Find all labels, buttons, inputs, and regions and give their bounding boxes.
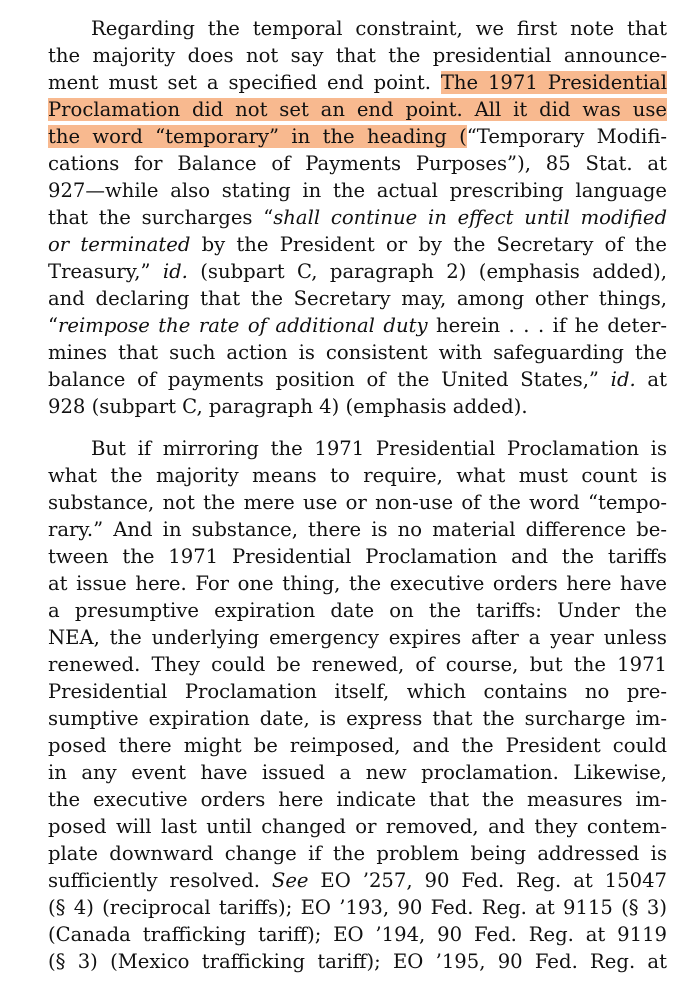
text-run: at [635,368,667,391]
text-run: Regarding the temporal constraint, we first note that [91,17,667,40]
text-run: sufficiently resolved. [48,869,272,892]
text-line [48,285,667,312]
text-line [48,462,667,489]
text-line [48,177,667,204]
text-line [48,516,667,543]
text-run: (§ 3) (Mexico trafficking tariff); EO ’195, 90 Fed. Reg. at [48,950,667,973]
text-run: substance, not the mere use or non-use of the word “tempo- [48,491,667,514]
text-line [48,732,667,759]
text-run: at issue here. For one thing, the executive orders here have [48,572,667,595]
text-run: a presumptive expiration date on the tariffs: Under the [48,599,667,622]
text-line [48,624,667,651]
text-line [48,597,667,624]
text-line [48,840,667,867]
text-run: renewed. They could be renewed, of course, but the 1971 [48,653,667,676]
text-line [48,651,667,678]
text-run: Treasury,” [48,260,163,283]
text-line [48,393,667,420]
text-line [48,339,667,366]
highlighted-text: Proclamation did not set an end point. All it did was use [48,98,667,121]
italic-text: id. [610,368,636,391]
text-run: NEA, the underlying emergency expires after a year unless [48,626,667,649]
highlighted-text: The 1971 Presidential [440,71,668,94]
text-line [48,489,667,516]
text-run: ment must set a specified end point. [48,71,441,94]
text-run: “Temporary Modifi- [466,125,668,148]
text-run: sumptive expiration date, is express that the surcharge im- [48,707,667,730]
text-run: mines that such action is consistent with safeguarding the [48,341,667,364]
italic-text: reimpose the rate of additional duty [58,314,428,337]
text-line [48,366,667,393]
italic-text: or terminated [48,233,191,256]
text-line [48,813,667,840]
text-run: “ [48,314,59,337]
text-run: balance of payments position of the United States,” [48,368,611,391]
text-run: that the surcharges “ [48,206,274,229]
text-line [48,570,667,597]
text-run: posed will last until changed or removed, and they contem- [48,815,667,838]
text-line [48,231,667,258]
text-line [48,867,667,894]
text-line [48,150,667,177]
text-run: EO ’257, 90 Fed. Reg. at 15047 [308,869,667,892]
italic-text: id. [162,260,188,283]
text-run: by the President or by the Secretary of the [190,233,667,256]
text-line [48,705,667,732]
text-run: the majority does not say that the presidential announce- [48,44,667,67]
text-line [48,96,667,123]
highlighted-text: the word “temporary” in the heading ( [48,125,467,148]
text-run: in any event have issued a new proclamation. Likewise, [48,761,667,784]
italic-text: See [271,869,309,892]
text-line [48,258,667,285]
text-run: tween the 1971 Presidential Proclamation and the tariffs [48,545,667,568]
text-run: herein . . . if he deter- [427,314,667,337]
text-run: plate downward change if the problem being addressed is [48,842,667,865]
text-run: rary.” And in substance, there is no material difference be- [48,518,667,541]
text-run: what the majority means to require, what must count is [48,464,667,487]
text-line [48,42,667,69]
text-run: (subpart C, paragraph 2) (emphasis added), [187,260,668,283]
text-run: Presidential Proclamation itself, which contains no pre- [48,680,667,703]
text-run: (Canada trafficking tariff); EO ’194, 90 Fed. Reg. at 9119 [48,923,667,946]
text-line [48,678,667,705]
text-line [48,948,667,975]
text-line [48,786,667,813]
text-run: and declaring that the Secretary may, among other things, [48,287,667,310]
text-line [48,921,667,948]
italic-text: shall continue in effect until modified [273,206,667,229]
text-line [48,123,667,150]
text-line [48,312,667,339]
text-run: cations for Balance of Payments Purposes”), 85 Stat. at [48,152,667,175]
text-run: But if mirroring the 1971 Presidential Proclamation is [91,437,667,460]
text-line [91,435,667,462]
text-line [48,543,667,570]
text-run: posed there might be reimposed, and the President could [48,734,667,757]
text-run: the executive orders here indicate that the measures im- [48,788,667,811]
text-line [48,204,667,231]
text-line [91,15,667,42]
text-line [48,69,667,96]
text-run: 927—while also stating in the actual prescribing language [48,179,667,202]
text-line [48,759,667,786]
text-run: (§ 4) (reciprocal tariffs); EO ’193, 90 Fed. Reg. at 9115 (§ 3) [48,896,667,919]
text-line [48,894,667,921]
text-run: 928 (subpart C, paragraph 4) (emphasis added). [48,395,528,418]
